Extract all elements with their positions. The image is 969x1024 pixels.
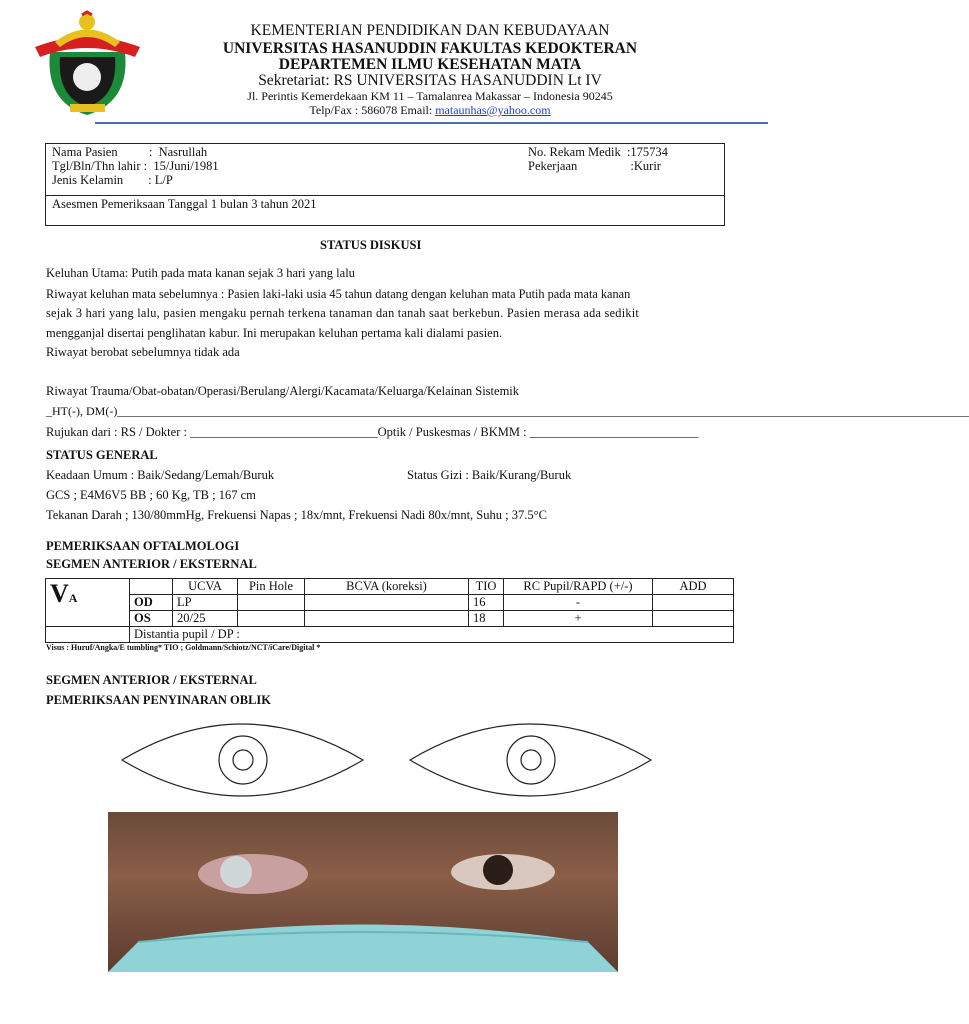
- tio-value: 18: [469, 611, 504, 627]
- history-line-2: sejak 3 hari yang lalu, pasien mengaku pernah terkena tanaman dan tanah saat berkebun. Pasien merasa ada sedikit: [46, 306, 640, 320]
- visual-acuity-table: [45, 578, 734, 643]
- add-value: [653, 611, 734, 627]
- blood-pressure-vitals: Tekanan Darah ; 130/80mmHg, Frekuensi Napas ; 18x/mnt, Frekuensi Nadi 80x/mnt, Suhu ; 37.5°C: [46, 508, 547, 522]
- col-bcva: BCVA (koreksi): [305, 579, 469, 595]
- col-ucva: UCVA: [173, 579, 238, 595]
- bcva-value: [305, 611, 469, 627]
- nutrition-status: Status Gizi : Baik/Kurang/Buruk: [407, 468, 572, 482]
- university-logo: [35, 12, 140, 117]
- col-add: ADD: [653, 579, 734, 595]
- ucva-value: LP: [173, 595, 238, 611]
- col-pinhole: Pin Hole: [238, 579, 305, 595]
- systemic-history: _HT(-), DM(-)______________________________________________________________________________________________________________________________________________: [46, 404, 969, 418]
- pinhole-value: [238, 611, 305, 627]
- segment-heading-2: SEGMEN ANTERIOR / EKSTERNAL: [46, 673, 257, 687]
- col-tio: TIO: [469, 579, 504, 595]
- status-diskusi-heading: STATUS DISKUSI: [320, 238, 422, 252]
- patient-sex: Jenis Kelamin : L/P: [52, 173, 173, 187]
- history-line-1: Riwayat keluhan mata sebelumnya : Pasien laki-laki usia 45 tahun datang dengan keluhan mata Putih pada mata kanan: [46, 287, 631, 301]
- assessment-date: Asesmen Pemeriksaan Tanggal 1 bulan 3 tahun 2021: [52, 197, 317, 211]
- history-line-3: mengganjal disertai penglihatan kabur. Ini merupakan keluhan pertama kali dialami pasien.: [46, 326, 503, 340]
- trauma-history: Riwayat Trauma/Obat-obatan/Operasi/Berulang/Alergi/Kacamata/Keluarga/Kelainan Sistemik: [46, 384, 520, 398]
- status-general-heading: STATUS GENERAL: [46, 448, 158, 462]
- header-department: DEPARTEMEN ILMU KESEHATAN MATA: [278, 56, 582, 73]
- box-divider: [46, 195, 724, 196]
- table-row-od: [46, 595, 734, 611]
- general-condition: Keadaan Umum : Baik/Sedang/Lemah/Buruk: [46, 468, 275, 482]
- header-divider: [95, 122, 768, 124]
- patient-occupation: Pekerjaan :Kurir: [528, 159, 661, 173]
- rapd-value: +: [504, 611, 653, 627]
- patient-dob: Tgl/Bln/Thn lahir : 15/Juni/1981: [52, 159, 219, 173]
- referral: Rujukan dari : RS / Dokter : ______________________________Optik / Puskesmas / BKMM : ___________________________: [46, 425, 699, 439]
- right-eye-diagram: [120, 718, 365, 802]
- table-row-os: [46, 611, 734, 627]
- left-eye-diagram: [408, 718, 653, 802]
- pupil-distance: Distantia pupil / DP :: [130, 627, 734, 643]
- eye-label: OS: [130, 611, 173, 627]
- eye-label: OD: [130, 595, 173, 611]
- treatment-history: Riwayat berobat sebelumnya tidak ada: [46, 345, 240, 359]
- visus-note: Visus : Huruf/Angka/E tumbling* TIO ; Goldmann/Schiotz/NCT/iCare/Digital *: [46, 643, 321, 652]
- bcva-value: [305, 595, 469, 611]
- oblique-heading: PEMERIKSAAN PENYINARAN OBLIK: [46, 693, 272, 707]
- chief-complaint: Keluhan Utama: Putih pada mata kanan sejak 3 hari yang lalu: [46, 266, 355, 280]
- header-address: Jl. Perintis Kemerdekaan KM 11 – Tamalanrea Makassar – Indonesia 90245: [247, 89, 613, 103]
- header-university: UNIVERSITAS HASANUDDIN FAKULTAS KEDOKTERAN: [222, 40, 638, 57]
- segment-heading: SEGMEN ANTERIOR / EKSTERNAL: [46, 557, 257, 571]
- header-telp: Telp/Fax : 586078 Email:: [309, 103, 436, 117]
- ophthalmology-heading: PEMERIKSAAN OFTALMOLOGI: [46, 539, 240, 553]
- tio-value: 16: [469, 595, 504, 611]
- header-contact: [160, 103, 700, 118]
- col-rapd: RC Pupil/RAPD (+/-): [504, 579, 653, 595]
- patient-name: Nama Pasien : Nasrullah: [52, 145, 208, 159]
- email-link[interactable]: mataunhas@yahoo.com: [435, 103, 551, 117]
- patient-info-box: [45, 143, 725, 226]
- rapd-value: -: [504, 595, 653, 611]
- gcs-vitals: GCS ; E4M6V5 BB ; 60 Kg, TB ; 167 cm: [46, 488, 256, 502]
- va-label: VA: [46, 579, 130, 627]
- header-secretariat: Sekretariat: RS UNIVERSITAS HASANUDDIN Lt IV: [258, 72, 602, 89]
- patient-eye-photo: [108, 812, 618, 972]
- add-value: [653, 595, 734, 611]
- medical-record-no: No. Rekam Medik :175734: [528, 145, 668, 159]
- ucva-value: 20/25: [173, 611, 238, 627]
- pinhole-value: [238, 595, 305, 611]
- header-ministry: KEMENTERIAN PENDIDIKAN DAN KEBUDAYAAN: [250, 22, 610, 39]
